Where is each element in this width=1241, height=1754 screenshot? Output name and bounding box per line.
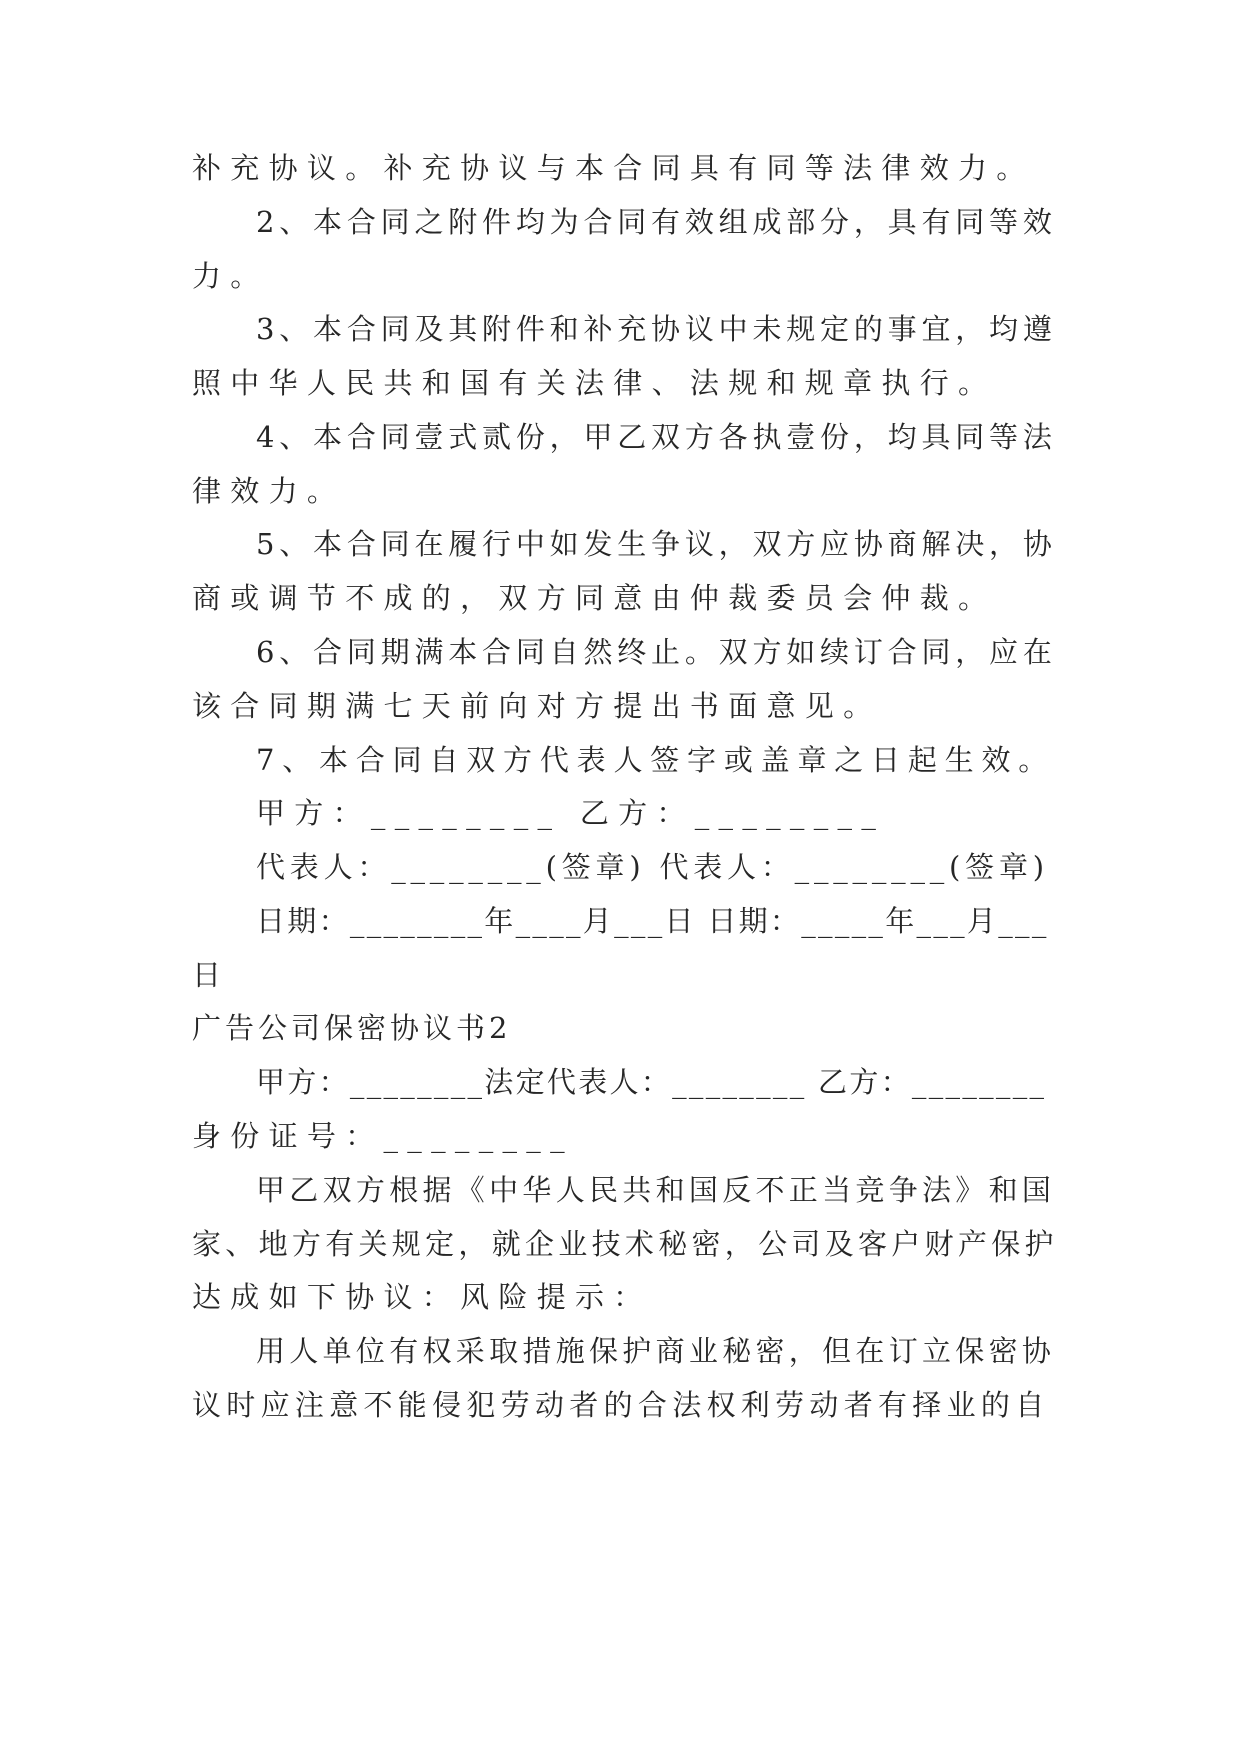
paragraph-line: 家、地方有关规定，就企业技术秘密，公司及客户财产保护 [192, 1227, 1058, 1261]
paragraph-line: 议时应注意不能侵犯劳动者的合法权利劳动者有择业的自 [192, 1388, 1050, 1422]
party-info-line: 甲方：________法定代表人：________ 乙方：________ [256, 1065, 1047, 1099]
paragraph-line: 2、本合同之附件均为合同有效组成部分，具有同等效 [256, 205, 1057, 239]
paragraph-line: 律效力。 [192, 474, 346, 508]
signature-line-date: 日期：________年____月___日 日期：_____年___月___ [256, 904, 1049, 938]
party-id-line: 身份证号：________ [192, 1119, 574, 1153]
paragraph-line: 3、本合同及其附件和补充协议中未规定的事宜，均遵 [256, 312, 1057, 346]
section-title: 广告公司保密协议书2 [192, 1011, 512, 1045]
signature-line-representative: 代表人：________(签章) 代表人：________(签章) [256, 850, 1049, 884]
paragraph-line: 甲乙双方根据《中华人民共和国反不正当竞争法》和国 [256, 1173, 1056, 1207]
paragraph-line: 7、本合同自双方代表人签字或盖章之日起生效。 [256, 743, 1056, 777]
paragraph-line: 用人单位有权采取措施保护商业秘密，但在订立保密协 [256, 1334, 1056, 1368]
paragraph-line: 日 [192, 958, 231, 992]
paragraph-line: 6、合同期满本合同自然终止。双方如续订合同，应在 [256, 635, 1057, 669]
paragraph-line: 商或调节不成的，双方同意由仲裁委员会仲裁。 [192, 581, 997, 615]
paragraph-line: 该合同期满七天前向对方提出书面意见。 [192, 689, 882, 723]
signature-line-party: 甲方：________ 乙方：________ [256, 796, 886, 830]
paragraph-line: 4、本合同壹式贰份，甲乙双方各执壹份，均具同等法 [256, 420, 1057, 454]
paragraph-line: 补充协议。补充协议与本合同具有同等法律效力。 [192, 151, 1035, 185]
paragraph-line: 力。 [192, 259, 269, 293]
paragraph-line: 达成如下协议：风险提示： [192, 1280, 652, 1314]
paragraph-line: 5、本合同在履行中如发生争议，双方应协商解决，协 [256, 527, 1057, 561]
paragraph-line: 照中华人民共和国有关法律、法规和规章执行。 [192, 366, 997, 400]
